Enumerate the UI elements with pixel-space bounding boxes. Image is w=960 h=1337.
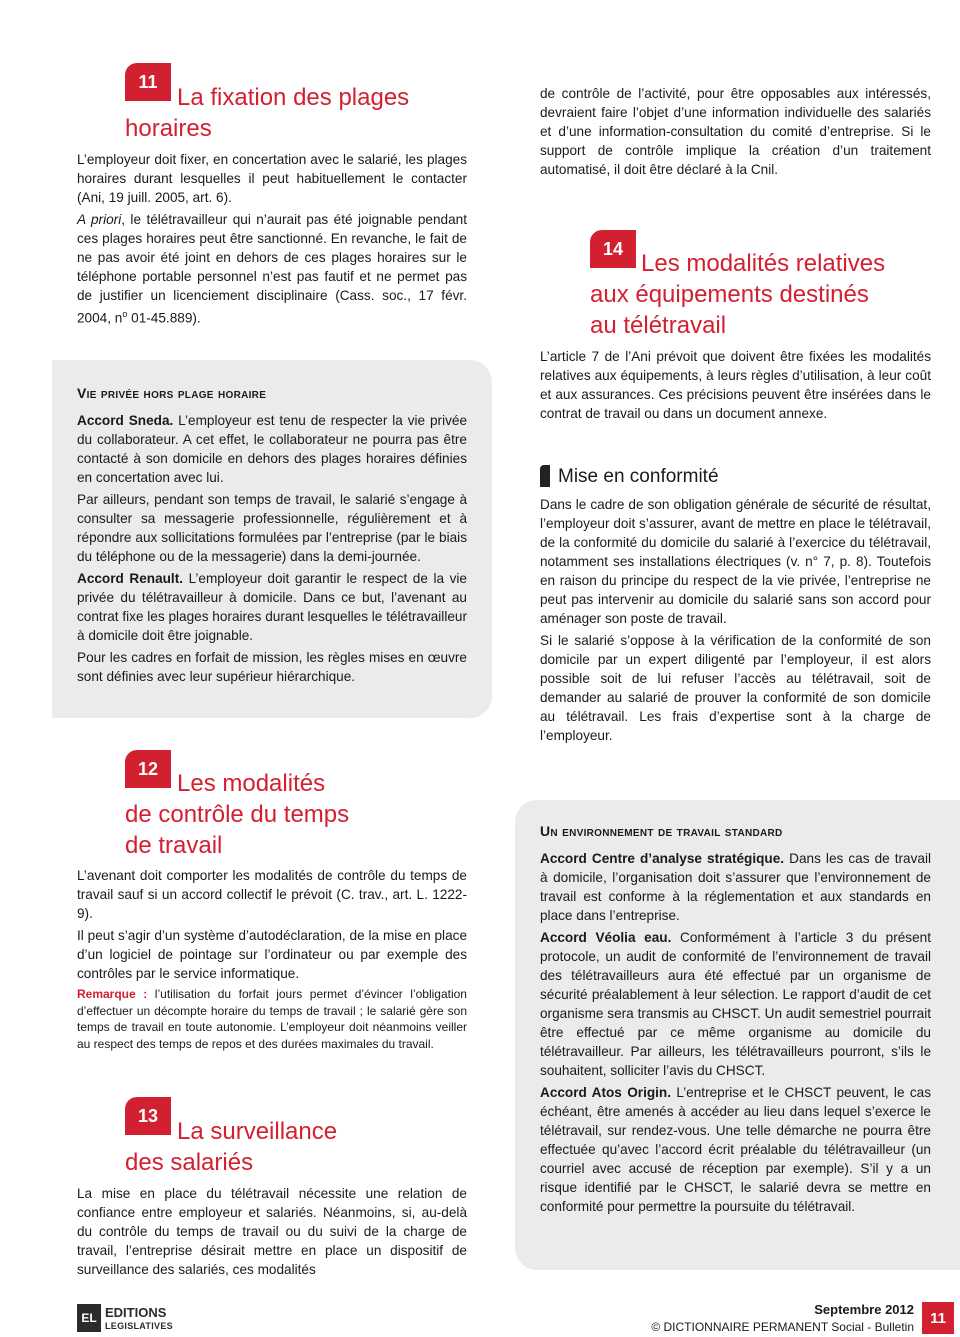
section-title-line-2: horaires	[125, 115, 212, 142]
remark-label: Remarque :	[77, 987, 148, 1001]
section-title-line-3: de travail	[125, 832, 223, 859]
paragraph-text: , le télétravailleur qui n’aurait pas été joignable pendant ces plages horaires peut être sanctionné. En revanche, le fait de ne pas avoir été joint en dehors de ces plages horaires sur le téléphone portable personnel n’est pas fautif et ne permet pas de justifier un licenciement disciplinaire (Cass. soc., 17 févr. 2004, n	[77, 212, 467, 326]
box-vie-privee-content	[77, 385, 467, 689]
paragraph: Il peut s’agir d’un système d’autodéclaration, de la mise en place d’un logiciel de pointage sur l’ordinateur ou par exemple des contrôles par le service informatique.	[77, 928, 467, 981]
paragraph	[540, 849, 931, 925]
box-environnement-content	[540, 823, 931, 1219]
section-number: 12	[137, 758, 159, 779]
section-title-line-2: aux équipements destinés	[590, 281, 869, 308]
footer-publication: © DICTIONNAIRE PERMANENT Social - Bulletin	[651, 1320, 914, 1334]
section-number: 11	[138, 71, 158, 92]
paragraph: Dans le cadre de son obligation générale de sécurité de résultat, l’employeur doit s’assurer, avant de mettre en place le télétravail, de la conformité du domicile du salarié à l’exercice du télétravail, notamment ses installations électriques (v. n° 7, p. 8). Toutefois en raison du principe du respect de la vie privée, l’entreprise ne peut pas intervenir au domicile du salarié sans son accord pour aménager son poste de travail.	[540, 497, 931, 626]
section-number-badge	[125, 1097, 171, 1135]
paragraph	[77, 411, 467, 487]
remark	[77, 986, 467, 1052]
section-title: Les modalités relatives	[641, 250, 886, 277]
section-title-line-3: au télétravail	[590, 312, 727, 339]
section-12-body	[77, 866, 467, 1055]
section-title-line-2: de contrôle du temps	[125, 801, 350, 828]
paragraph: L’article 7 de l’Ani prévoit que doivent être fixées les modalités relatives aux équipements, à leurs règles d’utilisation, à leur coût et aux assurances. Ces précisions peuvent être insérées dans le contrat de travail ou dans un document annexe.	[540, 349, 931, 421]
section-14-body	[540, 347, 931, 426]
accord-label: Accord Centre d’analyse stratégique.	[540, 851, 785, 866]
paragraph	[77, 210, 467, 328]
italic-term: A priori	[77, 212, 122, 227]
section-number-badge	[590, 230, 636, 268]
section-13-body	[77, 1184, 467, 1282]
section-title: Les modalités	[177, 770, 326, 797]
paragraph: Pour les cadres en forfait de mission, les règles mises en œuvre sont définies avec leur supérieur hiérarchique.	[77, 650, 467, 684]
paragraph-text: L’entreprise et le CHSCT peuvent, le cas échéant, être amenés à accéder au lieu dans lequel s’exerce le télétravail, sur rendez-vous. Une telle démarche ne pourra être effectuée qu’avec l’accord écrit préalable du télétravailleur (un courriel avec accusé de réception par exemple). S’il y a un risque identifié par le CHSCT, le salarié devra se mettre en conformité pour permettre la poursuite du télétravail.	[540, 1085, 931, 1214]
paragraph	[540, 1083, 931, 1216]
paragraph: L’employeur doit fixer, en concertation avec le salarié, les plages horaires durant lesquelles il peut habituellement le contacter (Ani, 19 juill. 2005, art. 6).	[77, 152, 467, 205]
paragraph: de contrôle de l’activité, pour être opposables aux intéressés, devraient faire l’objet d’une information individuelle des salariés et d’une information-consultation du comité d’entreprise. Si le support de contrôle implique la création d’un traitement automatisé, il doit être déclaré à la Cnil.	[540, 86, 931, 177]
logo-line-2: LEGISLATIVES	[105, 1321, 173, 1331]
paragraph	[77, 569, 467, 645]
section-11-body	[77, 150, 467, 331]
logo-mark: EL	[77, 1304, 101, 1332]
paragraph-end: 01-45.889).	[127, 310, 201, 326]
section-number: 14	[602, 238, 624, 259]
heading-bullet-marker	[540, 465, 550, 487]
paragraph: La mise en place du télétravail nécessite une relation de confiance entre employeur et salariés. Néanmoins, si, au-delà du contrôle du temps de travail ou du suivi de la charge de travail, l’entreprise désirait mettre en place un dispositif de surveillance des salariés, ces modalités	[77, 1186, 467, 1277]
paragraph-text: Dans les cas de travail à domicile, l’organisation doit s’assurer que l’environnement de travail est conforme à la réglementation et aux standards en place dans l’entreprise.	[540, 851, 932, 923]
accord-label: Accord Véolia eau.	[540, 930, 672, 945]
footer-date: Septembre 2012	[814, 1302, 914, 1317]
paragraph	[540, 928, 931, 1080]
section-number-badge	[125, 750, 171, 788]
accord-label: Accord Atos Origin.	[540, 1085, 672, 1100]
publisher-logo	[77, 1304, 187, 1332]
remark-text: l’utilisation du forfait jours permet d’évincer l’obligation d’effectuer un décompte horaire du temps de travail ; le salarié gère son temps de travail en toute autonomie. L’employeur doit néanmoins veiller au respect des temps de repos et des durées maximales du travail.	[77, 987, 467, 1051]
section-title: La fixation des plages	[177, 84, 410, 111]
section-number: 13	[137, 1105, 159, 1126]
subsection-title: Mise en conformité	[558, 466, 719, 487]
section-title-line-2: des salariés	[125, 1149, 254, 1176]
paragraph-text: L’employeur doit garantir le respect de la vie privée du télétravailleur à domicile. Dans ce but, l’avenant au contrat fixe les plages horaires durant lesquelles le télétravailleur à domicile doit être joignable.	[77, 571, 467, 643]
box-title: Vie privée hors plage horaire	[77, 385, 267, 401]
paragraph: Si le salarié s’oppose à la vérification de la conformité de son domicile par un expert diligenté par l’employeur, il est alors possible soit de lui refuser l’accès au télétravail, soit de demander au salarié de prouver la conformité de son domicile au télétravail. Les frais d’expertise sont à la charge de l’employeur.	[540, 633, 931, 743]
mise-en-conformite-body	[540, 495, 931, 748]
paragraph-text: L’employeur est tenu de respecter la vie privée du collaborateur. A cet effet, le collaborateur ne pourra pas être contacté à son domicile en dehors des plages horaires définies en concertation avec lui.	[77, 413, 468, 485]
paragraph: Par ailleurs, pendant son temps de travail, le salarié s’engage à consulter sa messagerie professionnelle, régulièrement et à répondre aux sollicitations formulées par l’entreprise (par le biais du téléphone ou de la messagerie) dans la demi-journée.	[77, 492, 467, 564]
logo-line-1: EDITIONS	[105, 1305, 167, 1320]
accord-label: Accord Renault.	[77, 571, 184, 586]
paragraph-text: Conformément à l’article 3 du présent protocole, un audit de conformité de l’environnement de travail des télétravailleurs aura été effectué par un organisme de sécurité préalablement à leur sélection. Le rapport d’audit de cet organisme sera transmis au CHSCT. Un audit semestriel pourrait être effectué par ce même organisme au domicile du télétravailleur. Par ailleurs, les télétravailleurs pourront, s’ils le souhaitent, solliciter l’avis du CHSCT.	[540, 930, 932, 1078]
accord-label: Accord Sneda.	[77, 413, 174, 428]
paragraph: L’avenant doit comporter les modalités de contrôle du temps de travail sauf si un accord collectif le prévoit (C. trav., art. L. 1222-9).	[77, 868, 467, 921]
right-top-body	[540, 84, 931, 182]
page-number: 11	[922, 1302, 954, 1334]
section-title: La surveillance	[177, 1118, 338, 1145]
superscript: o	[122, 309, 128, 319]
box-title: Un environnement de travail standard	[540, 823, 783, 839]
section-number-badge	[125, 63, 171, 101]
